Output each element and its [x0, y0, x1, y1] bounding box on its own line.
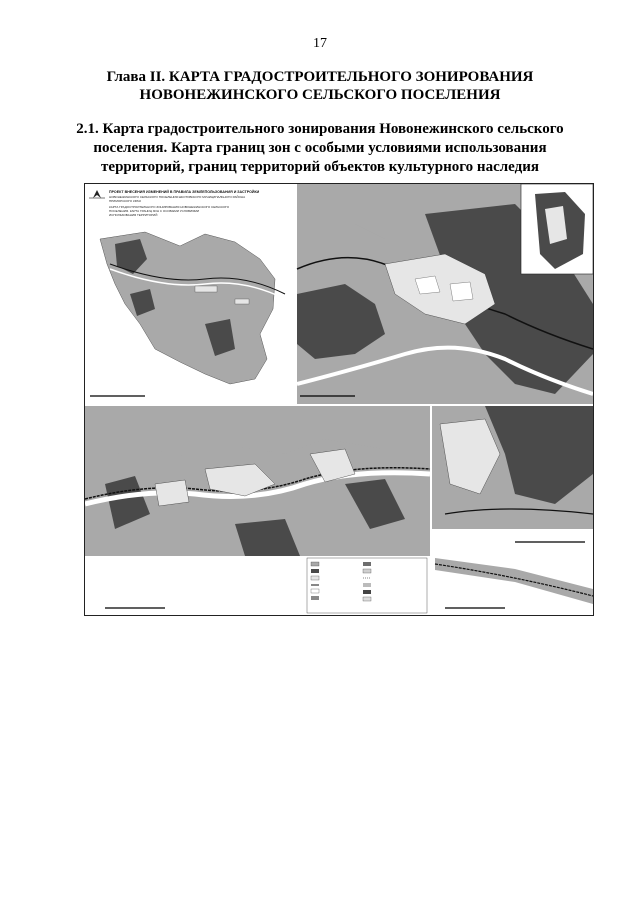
svg-text:КАРТА ГРАДОСТРОИТЕЛЬНОГО ЗОНИР: КАРТА ГРАДОСТРОИТЕЛЬНОГО ЗОНИРОВАНИЯ НОВОНЕЖИНСКОГО СЕЛЬСКОГО — [109, 205, 230, 209]
map-legend — [307, 558, 427, 613]
section-title: 2.1. Карта градостроительного зонирования Новонежинского сельского поселения. Карта границ зон с особыми условиями использования территорий, границ территорий объектов культурного наследия — [76, 121, 564, 175]
map-panel-strip — [431, 553, 593, 615]
zoning-map-image — [84, 183, 594, 616]
map-panel-settlement-south — [432, 406, 593, 551]
map-panel-settlement-north — [297, 184, 593, 404]
svg-text:ПРИМОРСКОГО КРАЯ: ПРИМОРСКОГО КРАЯ — [109, 199, 141, 203]
svg-text:НОВОНЕЖИНСКОГО СЕЛЬСКОГО ПОСЕЛ: НОВОНЕЖИНСКОГО СЕЛЬСКОГО ПОСЕЛЕНИЯ ШКОТОВСКОГО МУНИЦИПАЛЬНОГО РАЙОНА — [109, 195, 246, 199]
map-panel-overview — [85, 184, 295, 404]
chapter-title: Глава II. КАРТА ГРАДОСТРОИТЕЛЬНОГО ЗОНИРОВАНИЯ НОВОНЕЖИНСКОГО СЕЛЬСКОГО ПОСЕЛЕНИЯ — [106, 69, 534, 103]
page-number: 17 — [313, 36, 327, 51]
map-panel-corridor-west — [85, 406, 430, 556]
svg-text:ИСПОЛЬЗОВАНИЯ ТЕРРИТОРИЙ: ИСПОЛЬЗОВАНИЯ ТЕРРИТОРИЙ — [109, 213, 158, 217]
svg-text:ПРОЕКТ ВНЕСЕНИЯ ИЗМЕНЕНИЙ В ПР: ПРОЕКТ ВНЕСЕНИЯ ИЗМЕНЕНИЙ В ПРАВИЛА ЗЕМЛЕПОЛЬЗОВАНИЯ И ЗАСТРОЙКИ — [109, 190, 260, 194]
svg-text:ПОСЕЛЕНИЯ. КАРТА ГРАНИЦ ЗОН С: ПОСЕЛЕНИЯ. КАРТА ГРАНИЦ ЗОН С ОСОБЫМИ УСЛОВИЯМИ — [109, 209, 200, 213]
